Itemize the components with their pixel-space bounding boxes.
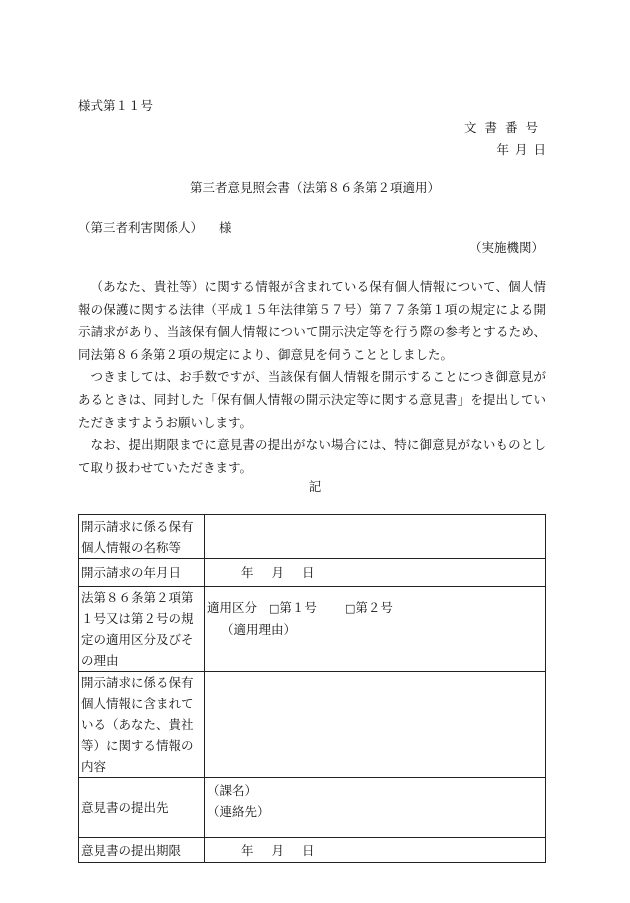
cell-label-request-info: 開示請求に係る保有個人情報の名称等 (79, 515, 205, 559)
cell-label-request-date: 開示請求の年月日 (79, 559, 205, 587)
cell-label-submit-to: 意見書の提出先 (79, 778, 205, 838)
cell-label-deadline: 意見書の提出期限 (79, 838, 205, 863)
body-paragraph-3: なお、提出期限までに意見書の提出がない場合には、特に御意見がないものとして取り扱わせていただきます。 (78, 437, 546, 475)
cell-value-request-info (205, 515, 546, 559)
issuer: （実施機関） (468, 240, 544, 255)
reason-label: （適用理由） (221, 622, 297, 637)
table-row (79, 838, 546, 863)
request-year-label: 年 (241, 565, 254, 580)
document-number: 文書番号 (463, 120, 546, 135)
deadline-year-label: 年 (241, 842, 254, 858)
table-row (79, 587, 546, 672)
form-number: 様式第１１号 (78, 98, 154, 113)
cell-value-info-content (205, 672, 546, 778)
document-date: 年月日 (496, 142, 552, 157)
request-day-label: 日 (302, 565, 315, 580)
addressee-honorific: 様 (219, 220, 232, 235)
category-label: 適用区分 (207, 600, 258, 615)
table-row (79, 515, 546, 559)
addressee (78, 218, 232, 236)
page-title: 第三者意見照会書（法第８６条第２項適用） (189, 180, 440, 195)
addressee-name: （第三者利害関係人） (78, 220, 204, 235)
body-paragraph-2: つきましては、お手数ですが、当該保有個人情報を開示することにつき御意見があるときは、同封した「保有個人情報の開示決定等に関する意見書」を提出していただきますようお願いします。 (78, 369, 546, 430)
section-name-label: （課名） (207, 783, 258, 798)
body-paragraph-1: （あなた、貴社等）に関する情報が含まれている保有個人情報について、個人情報の保護に関する法律（平成１５年法律第５７号）第７７条第１項の規定による開示請求があり、当該保有個人情報について開示決定等を行う際の参考とするため、同法第８６条第２項の規定により、御意見を伺うこととしました。 (78, 279, 546, 362)
contact-label: （連絡先） (207, 804, 270, 819)
table-row (79, 672, 546, 778)
checkbox-option-2-icon[interactable]: □ (344, 602, 356, 615)
option-2-label: 第２号 (355, 600, 393, 615)
info-table (78, 514, 546, 863)
cell-value-deadline (205, 838, 546, 863)
table-row (79, 559, 546, 587)
deadline-month-label: 月 (271, 842, 285, 858)
cell-value-request-date (205, 559, 546, 587)
cell-value-category (205, 587, 546, 672)
table-row (79, 778, 546, 838)
ki-heading: 記 (308, 479, 322, 494)
cell-value-submit-to (205, 778, 546, 838)
cell-label-info-content: 開示請求に係る保有個人情報に含まれている（あなた、貴社等）に関する情報の内容 (79, 672, 205, 778)
body-text (78, 276, 546, 479)
option-1-label: 第１号 (279, 600, 317, 615)
cell-label-category: 法第８６条第２項第１号又は第２号の規定の適用区分及びその理由 (79, 587, 205, 672)
request-month-label: 月 (271, 565, 285, 580)
deadline-day-label: 日 (302, 842, 315, 858)
checkbox-option-1-icon[interactable]: □ (269, 602, 280, 615)
